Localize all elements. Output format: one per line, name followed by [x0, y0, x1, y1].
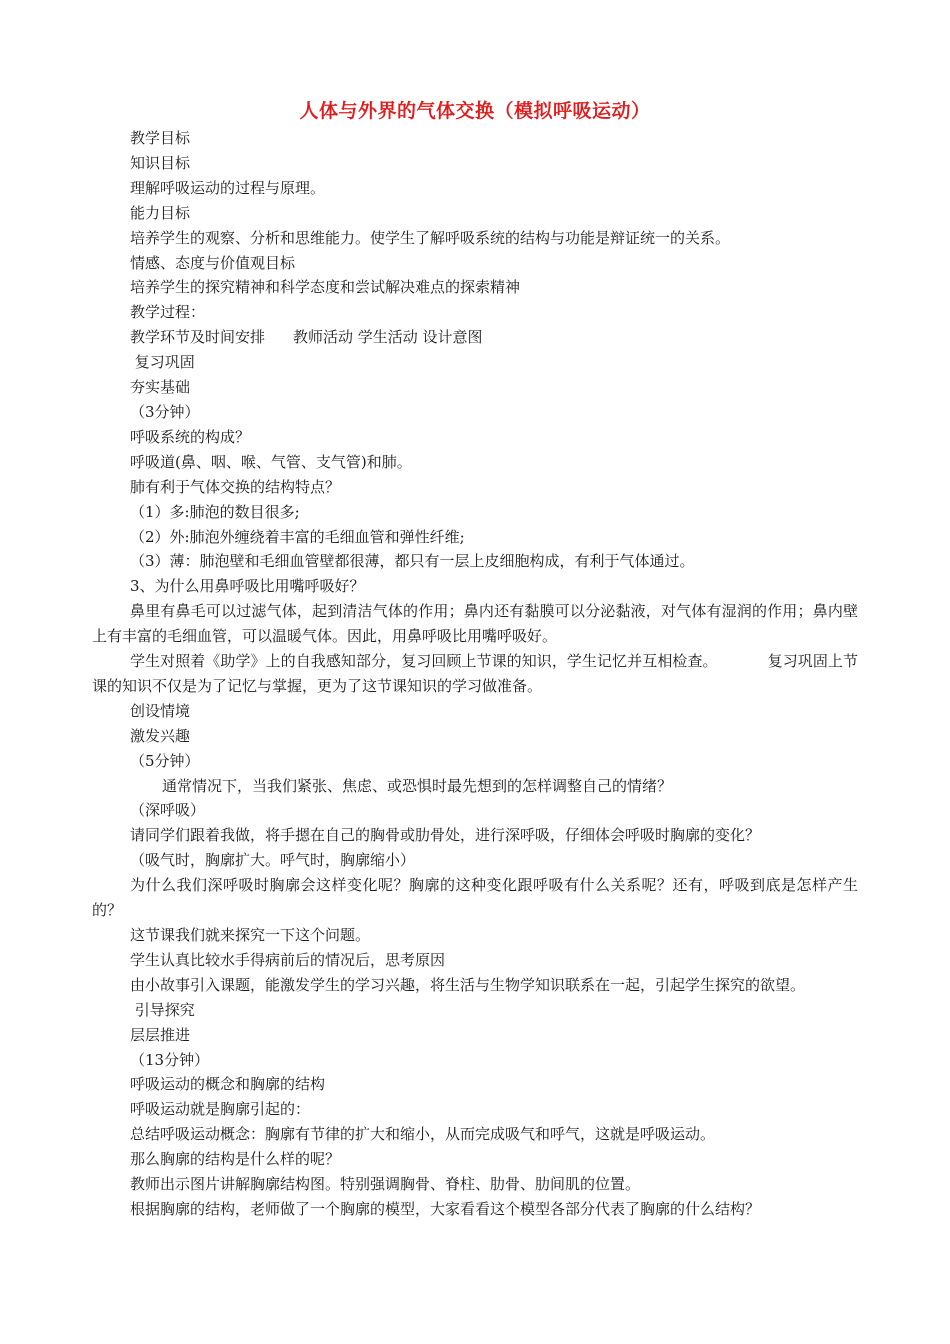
- section-duration: （13分钟）: [130, 1050, 210, 1069]
- paragraph: 呼吸系统的构成？: [130, 427, 251, 446]
- paragraph: 由小故事引入课题，能激发学生的学习兴趣，将生活与生物学知识联系在一起，引起学生探究的欲望。: [130, 975, 806, 994]
- table-header-row: [92, 325, 858, 350]
- list-item: （1）多:肺泡的数目很多;: [130, 502, 300, 521]
- section-label: 引导探究: [130, 1000, 195, 1019]
- section-label: 复习巩固: [130, 353, 195, 372]
- design-intent: 复习巩固上节课的知识不仅是为了记忆与掌握，更为了这节课知识的学习做准备。: [92, 652, 858, 695]
- paragraph: 肺有利于气体交换的结构特点？: [130, 477, 341, 496]
- paragraph: 通常情况下，当我们紧张、焦虑、或恐惧时最先想到的怎样调整自己的情绪？: [162, 776, 673, 795]
- table-header-stage: 教学环节及时间安排: [130, 328, 266, 347]
- paragraph: 这节课我们就来探究一下这个问题。: [130, 926, 371, 944]
- paragraph: 根据胸廓的结构，老师做了一个胸廓的模型，大家看看这个模型各部分代表了胸廓的什么结构？: [130, 1199, 761, 1218]
- paragraph: 总结呼吸运动概念：胸廓有节律的扩大和缩小，从而完成吸气和呼气，这就是呼吸运动。: [130, 1125, 716, 1144]
- section-duration: （3分钟）: [130, 402, 200, 421]
- document-title: 人体与外界的气体交换（模拟呼吸运动）: [299, 100, 651, 122]
- heading-attitude-goals: 情感、态度与价值观目标: [130, 253, 296, 272]
- paragraph: 请同学们跟着我做，将手摁在自己的胸骨或肋骨处，进行深呼吸，仔细体会呼吸时胸廓的变化？: [130, 826, 761, 845]
- paragraph: 培养学生的观察、分析和思维能力。使学生了解呼吸系统的结构与功能是辩证统一的关系。: [130, 228, 731, 247]
- paragraph: 为什么我们深呼吸时胸廓会这样变化呢？胸廓的这种变化跟呼吸有什么关系呢？还有，呼吸到底是怎样产生的？: [92, 876, 858, 920]
- paragraph: 那么胸廓的结构是什么样的呢？: [130, 1150, 341, 1169]
- paragraph: 理解呼吸运动的过程与原理。: [130, 178, 326, 197]
- table-header-activities: 教师活动 学生活动 设计意图: [293, 328, 483, 347]
- paragraph: （吸气时，胸廓扩大。呼气时，胸廓缩小）: [130, 851, 416, 870]
- paragraph: 呼吸道(鼻、咽、喉、气管、支气管)和肺。: [130, 452, 412, 471]
- list-item: （3）薄：肺泡壁和毛细血管壁都很薄，都只有一层上皮细胞构成，有利于气体通过。: [130, 552, 695, 571]
- paragraph: 呼吸运动的概念和胸廓的结构: [130, 1075, 326, 1094]
- paragraph: [92, 649, 858, 699]
- section-label: 层层推进: [130, 1025, 191, 1044]
- section-duration: （5分钟）: [130, 751, 200, 770]
- section-label: 激发兴趣: [130, 726, 191, 745]
- paragraph: 呼吸运动就是胸廓引起的：: [130, 1100, 311, 1119]
- list-item: （2）外:肺泡外缠绕着丰富的毛细血管和弹性纤维;: [130, 527, 465, 546]
- heading-teaching-process: 教学过程：: [130, 303, 206, 322]
- paragraph: （深呼吸）: [130, 801, 206, 820]
- heading-knowledge-goals: 知识目标: [130, 153, 191, 172]
- paragraph: 教师出示图片讲解胸廓结构图。特别强调胸骨、脊柱、肋骨、肋间肌的位置。: [130, 1175, 641, 1194]
- heading-teaching-goals: 教学目标: [130, 129, 191, 147]
- paragraph: 培养学生的探究精神和科学态度和尝试解决难点的探索精神: [130, 278, 521, 297]
- paragraph: 3、为什么用鼻呼吸比用嘴呼吸好？: [130, 577, 365, 596]
- document-body: [92, 126, 858, 1222]
- paragraph: 学生认真比较水手得病前后的情况后，思考原因: [130, 950, 446, 969]
- heading-ability-goals: 能力目标: [130, 203, 191, 222]
- paragraph: 鼻里有鼻毛可以过滤气体，起到清洁气体的作用；鼻内还有黏膜可以分泌黏液，对气体有湿润的作用；鼻内壁上有丰富的毛细血管，可以温暖气体。因此，用鼻呼吸比用嘴呼吸好。: [92, 602, 858, 646]
- section-label: 创设情境: [130, 701, 191, 720]
- student-activity: 学生对照着《助学》上的自我感知部分，复习回顾上节课的知识，学生记忆并互相检查。: [130, 652, 718, 671]
- section-label: 夯实基础: [130, 378, 191, 397]
